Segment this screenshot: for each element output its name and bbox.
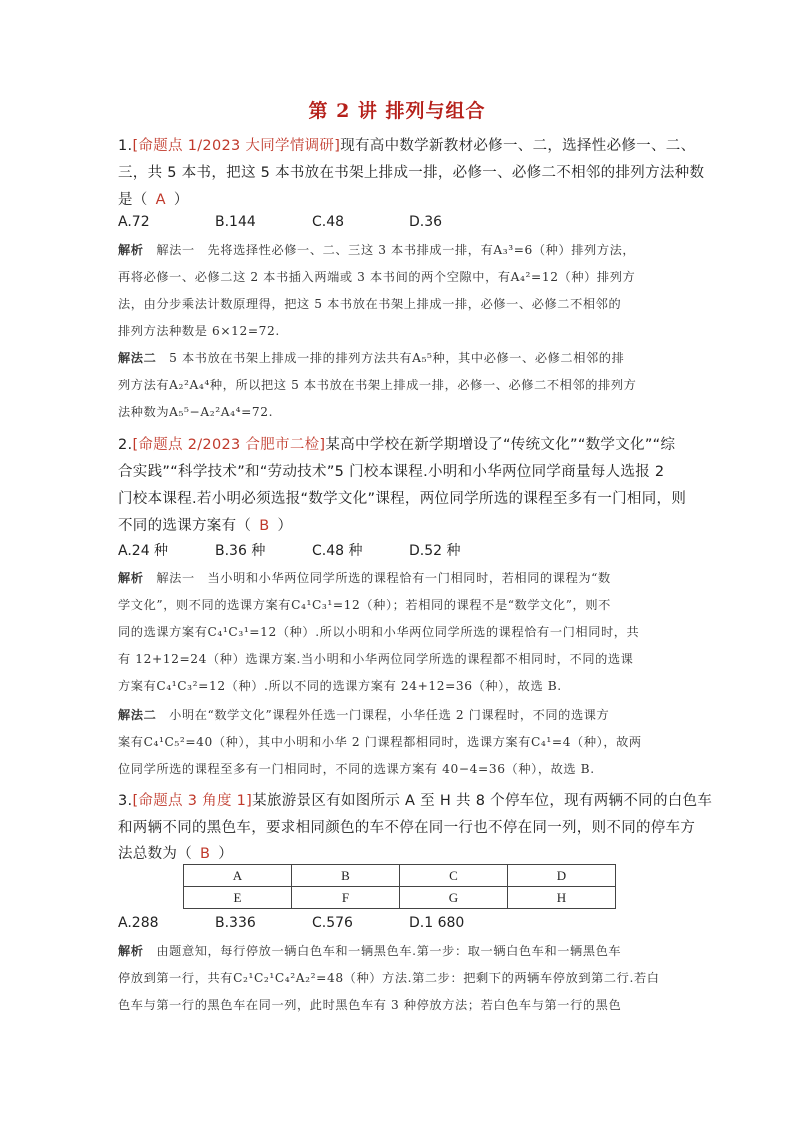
q2-explanation-line: 有 12+12=24（种）选课方案.当小明和小华两位同学所选的课程都不相同时，不同的选课 xyxy=(118,652,634,666)
q1-number: 1. xyxy=(118,138,133,154)
q3-tag: [命题点 3 角度 1] xyxy=(132,793,253,809)
q2-answer: B xyxy=(259,518,270,534)
q1-tag: [命题点 1/2023 大同学情调研] xyxy=(132,138,341,154)
explanation-keyword: 解法二 xyxy=(118,708,157,722)
q2-explanation-line: 位同学所选的课程至多有一门相同时，不同的选课方案有 40−4=36（种），故选 B. xyxy=(118,762,595,776)
q2-explanation-line: 方案有C₄¹C₃²=12（种）.所以不同的选课方案有 24+12=36（种），故选 B. xyxy=(118,679,562,693)
q3-line1: 3.[命题点 3 角度 1]某旅游景区有如图所示 A 至 H 共 8 个停车位，现有两辆不同的白色车 xyxy=(118,793,713,809)
q3-option-b: B.336 xyxy=(215,915,256,931)
q2-tag: [命题点 2/2023 合肥市二检] xyxy=(132,437,326,453)
q2-option-a: A.24 种 xyxy=(118,543,169,559)
q1-explanation-line: 列方法有A₂²A₄⁴种，所以把这 5 本书放在书架上排成一排，必修一、必修二不相邻的排列方 xyxy=(118,378,637,392)
q1-explanation-line: 解析 解法一 先将选择性必修一、二、三这 3 本书排成一排，有A₃³=6（种）排列方法， xyxy=(118,243,636,257)
parking-cell: B xyxy=(292,865,400,887)
parking-row xyxy=(184,887,616,909)
q2-option-d: D.52 种 xyxy=(409,543,461,559)
q3-line2: 和两辆不同的黑色车，要求相同颜色的车不停在同一行也不停在同一列，则不同的停车方 xyxy=(118,820,696,836)
q1-explanation-line: 再将必修一、必修二这 2 本书插入两端或 3 本书间的两个空隙中，有A₄²=12（种）排列方 xyxy=(118,270,636,284)
q2-explanation-line: 案有C₄¹C₅²=40（种），其中小明和小华 2 门课程都相同时，选课方案有C₄¹=4（种），故两 xyxy=(118,735,642,749)
q1-option-c: C.48 xyxy=(312,214,345,230)
parking-cell: A xyxy=(184,865,292,887)
q2-explanation-line: 同的选课方案有C₄¹C₃¹=12（种）.所以小明和小华两位同学所选的课程恰有一门相同时，共 xyxy=(118,625,640,639)
parking-cell: E xyxy=(184,887,292,909)
parking-cell: H xyxy=(508,887,616,909)
q3-line3: 法总数为（ B ） xyxy=(118,846,234,862)
q1-explanation-line: 法种数为A₅⁵−A₂²A₄⁴=72. xyxy=(118,405,274,419)
q3-explanation-line: 停放到第一行，共有C₂¹C₂¹C₄²A₂²=48（种）方法.第二步：把剩下的两辆车停放到第二行.若白 xyxy=(118,971,660,985)
q2-explanation-line: 解法二 小明在“数学文化”课程外任选一门课程，小华任选 2 门课程时，不同的选课方 xyxy=(118,708,610,722)
parking-grid xyxy=(183,864,616,909)
q1-option-d: D.36 xyxy=(409,214,443,230)
q2-explanation-line: 学文化”，则不同的选课方案有C₄¹C₃¹=12（种）；若相同的课程不是“数学文化”，则不 xyxy=(118,598,611,612)
q2-line2: 合实践”“科学技术”和“劳动技术”5 门校本课程.小明和小华两位同学商量每人选报 2 xyxy=(118,464,665,480)
q1-line2: 三，共 5 本书，把这 5 本书放在书架上排成一排，必修一、必修二不相邻的排列方法种数 xyxy=(118,165,705,181)
q2-explanation-line: 解析 解法一 当小明和小华两位同学所选的课程恰有一门相同时，若相同的课程为“数 xyxy=(118,571,611,585)
q3-answer: B xyxy=(200,846,211,862)
q2-line3: 门校本课程.若小明必须选报“数学文化”课程，两位同学所选的课程至多有一门相同，则 xyxy=(118,491,687,507)
q1-line1: 1.[命题点 1/2023 大同学情调研]现有高中数学新教材必修一、二，选择性必修一、二、 xyxy=(118,138,696,154)
q1-explanation-line: 解法二 5 本书放在书架上排成一排的排列方法共有A₅⁵种，其中必修一、必修二相邻的排 xyxy=(118,351,625,365)
q1-explanation-line: 法，由分步乘法计数原理得，把这 5 本书放在书架上排成一排，必修一、必修二不相邻的 xyxy=(118,297,622,311)
q3-explanation-line: 色车与第一行的黑色车在同一列，此时黑色车有 3 种停放方法；若白色车与第一行的黑色 xyxy=(118,998,622,1012)
explanation-keyword: 解析 xyxy=(118,243,144,257)
parking-cell: F xyxy=(292,887,400,909)
explanation-keyword: 解析 xyxy=(118,944,144,958)
parking-cell: C xyxy=(400,865,508,887)
q3-option-d: D.1 680 xyxy=(409,915,465,931)
explanation-keyword: 解析 xyxy=(118,571,144,585)
q1-options xyxy=(118,214,678,230)
q1-line3: 是（ A ） xyxy=(118,192,189,208)
q2-option-c: C.48 种 xyxy=(312,543,363,559)
q2-option-b: B.36 种 xyxy=(215,543,266,559)
q3-option-a: A.288 xyxy=(118,915,159,931)
q2-line1: 2.[命题点 2/2023 合肥市二检]某高中学校在新学期增设了“传统文化”“数学文化”“综 xyxy=(118,437,676,453)
q1-explanation-line: 排列方法种数是 6×12=72. xyxy=(118,324,280,338)
q1-option-a: A.72 xyxy=(118,214,150,230)
q3-number: 3. xyxy=(118,793,133,809)
q1-option-b: B.144 xyxy=(215,214,256,230)
q3-explanation-line: 解析 由题意知，每行停放一辆白色车和一辆黑色车.第一步：取一辆白色车和一辆黑色车 xyxy=(118,944,622,958)
q3-option-c: C.576 xyxy=(312,915,353,931)
page-title: 第 2 讲 排列与组合 xyxy=(308,100,486,122)
q2-number: 2. xyxy=(118,437,133,453)
q1-answer: A xyxy=(155,192,166,208)
parking-cell: G xyxy=(400,887,508,909)
q2-options xyxy=(118,540,678,560)
q3-options xyxy=(118,915,678,931)
parking-row xyxy=(184,865,616,887)
parking-cell: D xyxy=(508,865,616,887)
q2-line4: 不同的选课方案有（ B ） xyxy=(118,518,293,534)
explanation-keyword: 解法二 xyxy=(118,351,157,365)
